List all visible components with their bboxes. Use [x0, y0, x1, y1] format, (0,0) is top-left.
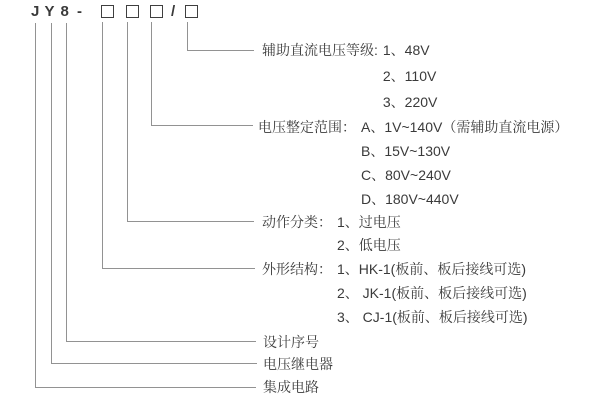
connector-structure-vline	[102, 22, 103, 268]
model-char-y: Y	[44, 3, 55, 20]
structure-options	[337, 257, 528, 329]
setting-range-option-c: C、80V~240V	[361, 167, 451, 183]
action-class-option-2: 2、低电压	[337, 237, 401, 253]
connector-action-class-hline	[127, 221, 254, 222]
connector-circuit-type-vline	[35, 23, 36, 387]
connector-circuit-type-hline	[35, 387, 256, 388]
relay-type-label: 电压继电器	[263, 356, 333, 372]
design-serial-label: 设计序号	[263, 334, 319, 350]
model-char-8: 8	[60, 3, 69, 20]
structure-legend	[262, 257, 528, 329]
connector-action-class-vline	[127, 22, 128, 221]
aux-voltage-legend	[262, 37, 437, 115]
model-dash: -	[77, 3, 82, 20]
connector-design-serial-hline	[66, 341, 256, 342]
structure-option-2: 2、 JK-1(板前、板后接线可选)	[337, 285, 527, 301]
model-char-j: J	[31, 3, 40, 20]
aux-voltage-option-2: 2、110V	[382, 68, 437, 84]
structure-option-1: 1、HK-1(板前、板后接线可选)	[337, 261, 527, 277]
circuit-type-label: 集成电路	[263, 379, 319, 395]
aux-voltage-option-3: 3、220V	[382, 94, 438, 110]
setting-range-label: 电压整定范围：	[258, 119, 356, 135]
structure-label: 外形结构：	[262, 261, 332, 277]
connector-relay-type-hline	[51, 363, 257, 364]
connector-aux-voltage-vline	[187, 22, 188, 50]
connector-aux-voltage-hline	[187, 50, 254, 51]
action-class-options	[337, 211, 401, 257]
connector-setting-range-hline	[151, 125, 253, 126]
connector-setting-range-vline	[151, 22, 152, 125]
connector-design-serial-vline	[66, 23, 67, 341]
setting-range-option-d: D、180V~440V	[361, 191, 459, 207]
action-class-legend	[262, 211, 401, 257]
connector-structure-hline	[102, 268, 255, 269]
setting-range-option-b: B、15V~130V	[361, 143, 451, 159]
model-placeholder-box-4	[185, 5, 198, 18]
aux-voltage-label: 辅助直流电压等级:	[262, 42, 378, 58]
aux-voltage-options	[383, 37, 437, 115]
setting-range-options	[361, 115, 568, 211]
connector-relay-type-vline	[51, 23, 52, 363]
action-class-option-1: 1、过电压	[337, 214, 401, 230]
model-slash: /	[171, 3, 176, 20]
model-placeholder-box-1	[101, 5, 114, 18]
action-class-label: 动作分类：	[262, 214, 332, 230]
aux-voltage-option-1: 1、48V	[382, 42, 430, 58]
model-placeholder-box-3	[150, 5, 163, 18]
setting-range-option-a: A、1V~140V（需辅助直流电源）	[361, 119, 569, 135]
model-placeholder-box-2	[126, 5, 139, 18]
setting-range-legend	[258, 115, 568, 211]
structure-option-3: 3、 CJ-1(板前、板后接线可选)	[337, 309, 528, 325]
